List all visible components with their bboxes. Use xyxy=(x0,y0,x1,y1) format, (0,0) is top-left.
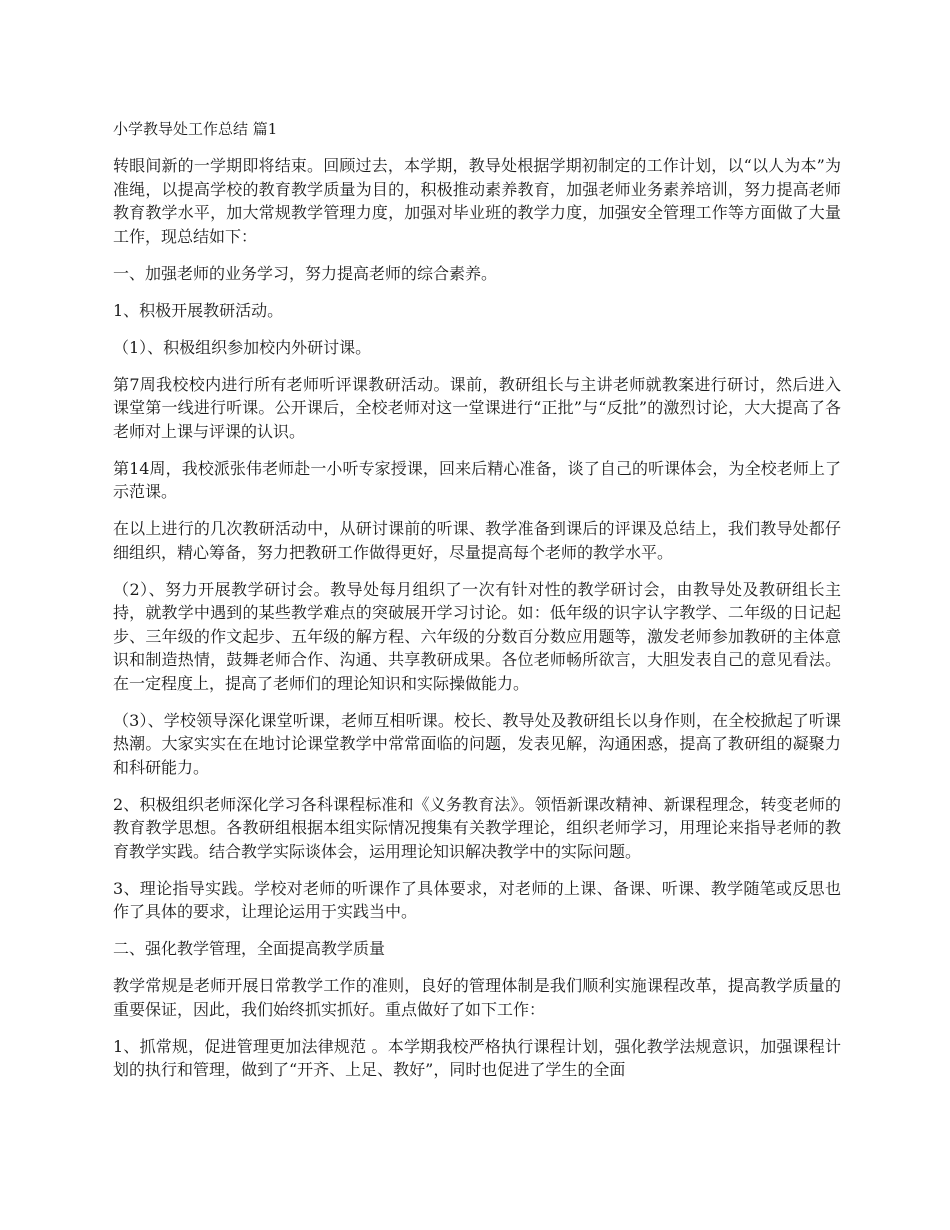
subheading-1-1: 1、积极开展教研活动。 xyxy=(113,300,284,320)
paragraph-week7: 第7周我校校内进行所有老师听评课教研活动。课前，教研组长与主讲老师就教案进行研讨，然后进入课堂第一线进行听课。公开课后，全校老师对这一堂课进行“正批”与“反批”的激烈讨论，大大提高了各老师对上课与评课的认识。 xyxy=(113,374,841,441)
paragraph-week14: 第14周，我校派张伟老师赴一小听专家授课，回来后精心准备，谈了自己的听课体会，为全校老师上了示范课。 xyxy=(113,458,841,501)
paragraph-seminar: （2）、努力开展教学研讨会。教导处每月组织了一次有针对性的教学研讨会，由教导处及教研组长主持，就教学中遇到的某些教学难点的突破展开学习讨论。如：低年级的识字认字教学、二年级的日记起步、三年级的作文起步、五年级的解方程、六年级的分数百分数应用题等，激发老师参加教研的主体意识和制造热情，鼓舞老师合作、沟通、共享教研成果。各位老师畅所欲言，大胆发表自己的意见看法。在一定程度上，提高了老师们的理论知识和实际操做能力。 xyxy=(113,579,841,693)
subheading-1-1-1: （1）、积极组织参加校内外研讨课。 xyxy=(113,337,372,357)
paragraph-classroom-observation: （3）、学校领导深化课堂听课，老师互相听课。校长、教导处及教研组长以身作则，在全校掀起了听课热潮。大家实实在在地讨论课堂教学中常常面临的问题，发表见解，沟通困惑，提高了教研组的凝聚力和科研能力。 xyxy=(113,710,841,777)
paragraph-activities-summary: 在以上进行的几次教研活动中，从研讨课前的听课、教学准备到课后的评课及总结上，我们教导处都仔细组织，精心筹备，努力把教研工作做得更好，尽量提高每个老师的教学水平。 xyxy=(113,519,841,562)
paragraph-teaching-routine: 教学常规是老师开展日常教学工作的准则，良好的管理体制是我们顺利实施课程改革，提高教学质量的重要保证，因此，我们始终抓实抓好。重点做好了如下工作： xyxy=(113,976,841,1019)
document-page xyxy=(113,118,841,1095)
paragraph-intro: 转眼间新的一学期即将结束。回顾过去，本学期，教导处根据学期初制定的工作计划，以“以人为本”为准绳，以提高学校的教育教学质量为目的，积极推动素养教育，加强老师业务素养培训，努力提高老师教育教学水平，加大常规教学管理力度，加强对毕业班的教学力度，加强安全管理工作等方面做了大量工作，现总结如下： xyxy=(113,156,841,246)
paragraph-regulation: 1、抓常规，促进管理更加法律规范 。本学期我校严格执行课程计划，强化教学法规意识，加强课程计划的执行和管理，做到了“开齐、上足、教好”，同时也促进了学生的全面 xyxy=(113,1036,841,1079)
paragraph-curriculum-study: 2、积极组织老师深化学习各科课程标准和《义务教育法》。领悟新课改精神、新课程理念，转变老师的教育教学思想。各教研组根据本组实际情况搜集有关教学理论，组织老师学习，用理论来指导老师的教育教学实践。结合教学实际谈体会，运用理论知识解决教学中的实际问题。 xyxy=(113,794,841,861)
paragraph-theory-practice: 3、理论指导实践。学校对老师的听课作了具体要求，对老师的上课、备课、听课、教学随笔或反思也作了具体的要求，让理论运用于实践当中。 xyxy=(113,878,841,921)
section-heading-1: 一、加强老师的业务学习，努力提高老师的综合素养。 xyxy=(113,263,498,283)
document-title: 小学教导处工作总结 篇1 xyxy=(113,120,278,138)
section-heading-2: 二、强化教学管理，全面提高教学质量 xyxy=(113,939,386,958)
